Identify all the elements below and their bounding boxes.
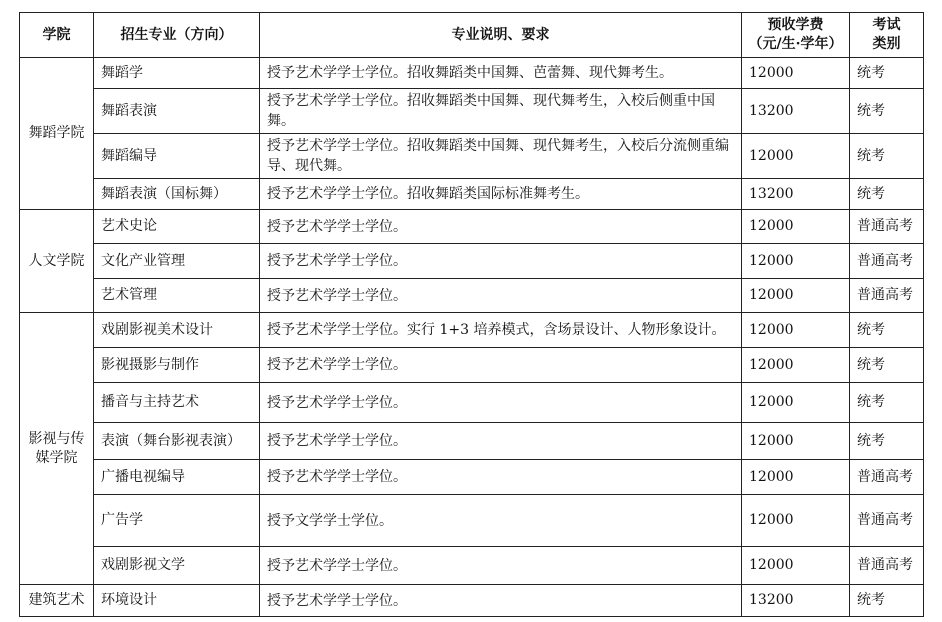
college-cell-dance: 舞蹈学院 [20,58,94,210]
exam-cell: 统考 [850,585,924,617]
college-cell-architecture: 建筑艺术 [20,585,94,617]
table-row [20,244,924,279]
exam-cell: 统考 [850,58,924,89]
description-cell: 授予艺术学学士学位。 [260,244,742,279]
description-cell: 授予艺术学学士学位。招收舞蹈类国际标准舞考生。 [260,179,742,210]
college-cell-humanities: 人文学院 [20,210,94,313]
header-exam-line2: 类别 [872,36,901,52]
table-row [20,547,924,585]
table-row [20,179,924,210]
description-cell: 授予艺术学学士学位。 [260,460,742,495]
table-row [20,423,924,460]
description-cell: 授予艺术学学士学位。 [260,423,742,460]
header-major: 招生专业（方向） [94,13,260,58]
exam-cell: 统考 [850,313,924,348]
major-cell: 广告学 [94,495,260,547]
major-cell: 戏剧影视美术设计 [94,313,260,348]
description-cell: 授予艺术学学士学位。招收舞蹈类中国舞、芭蕾舞、现代舞考生。 [260,58,742,89]
exam-cell: 统考 [850,89,924,134]
fee-cell: 12000 [742,423,850,460]
exam-cell: 统考 [850,383,924,423]
major-cell: 舞蹈编导 [94,134,260,179]
major-cell: 表演（舞台影视表演） [94,423,260,460]
header-row [20,13,924,58]
fee-cell: 12000 [742,210,850,244]
fee-cell: 12000 [742,547,850,585]
header-fee-line1: 预收学费 [767,17,824,33]
description-cell: 授予艺术学学士学位。 [260,585,742,617]
college-film-line2: 媒学院 [35,449,78,466]
major-cell: 播音与主持艺术 [94,383,260,423]
exam-cell: 统考 [850,348,924,383]
admissions-table [19,12,924,617]
major-cell: 艺术史论 [94,210,260,244]
fee-cell: 12000 [742,134,850,179]
table-row [20,383,924,423]
description-cell: 授予艺术学学士学位。招收舞蹈类中国舞、现代舞考生，入校后侧重中国舞。 [260,89,742,134]
header-description: 专业说明、要求 [260,13,742,58]
major-cell: 环境设计 [94,585,260,617]
header-college: 学院 [20,13,94,58]
header-exam-line1: 考试 [872,17,901,33]
table-row [20,210,924,244]
major-cell: 舞蹈表演 [94,89,260,134]
table-row [20,279,924,313]
description-cell: 授予艺术学学士学位。实行 1+3 培养模式，含场景设计、人物形象设计。 [260,313,742,348]
fee-cell: 13200 [742,89,850,134]
description-cell: 授予艺术学学士学位。 [260,279,742,313]
fee-cell: 12000 [742,460,850,495]
major-cell: 舞蹈表演（国标舞） [94,179,260,210]
college-film-line1: 影视与传 [28,430,85,447]
major-cell: 戏剧影视文学 [94,547,260,585]
fee-cell: 13200 [742,179,850,210]
exam-cell: 普通高考 [850,244,924,279]
table-row [20,313,924,348]
fee-cell: 12000 [742,279,850,313]
description-cell: 授予艺术学学士学位。 [260,547,742,585]
description-cell: 授予文学学士学位。 [260,495,742,547]
table-row [20,460,924,495]
fee-cell: 12000 [742,383,850,423]
header-fee [742,13,850,58]
major-cell: 广播电视编导 [94,460,260,495]
fee-cell: 12000 [742,348,850,383]
description-cell: 授予艺术学学士学位。 [260,210,742,244]
fee-cell: 12000 [742,313,850,348]
fee-cell: 12000 [742,495,850,547]
description-cell: 授予艺术学学士学位。 [260,383,742,423]
fee-cell: 12000 [742,244,850,279]
exam-cell: 普通高考 [850,495,924,547]
exam-cell: 普通高考 [850,279,924,313]
fee-cell: 13200 [742,585,850,617]
exam-cell: 普通高考 [850,547,924,585]
exam-cell: 统考 [850,423,924,460]
fee-cell: 12000 [742,58,850,89]
college-cell-film-media [20,313,94,585]
major-cell: 文化产业管理 [94,244,260,279]
major-cell: 艺术管理 [94,279,260,313]
header-fee-line2: （元/生·学年） [748,36,843,52]
major-cell: 影视摄影与制作 [94,348,260,383]
major-cell: 舞蹈学 [94,58,260,89]
table-row [20,348,924,383]
exam-cell: 统考 [850,179,924,210]
header-exam [850,13,924,58]
description-cell: 授予艺术学学士学位。招收舞蹈类中国舞、现代舞考生，入校后分流侧重编导、现代舞。 [260,134,742,179]
table-row [20,495,924,547]
table-row [20,134,924,179]
table-row [20,58,924,89]
table-row [20,585,924,617]
exam-cell: 普通高考 [850,210,924,244]
exam-cell: 统考 [850,134,924,179]
description-cell: 授予艺术学学士学位。 [260,348,742,383]
table-row [20,89,924,134]
exam-cell: 普通高考 [850,460,924,495]
